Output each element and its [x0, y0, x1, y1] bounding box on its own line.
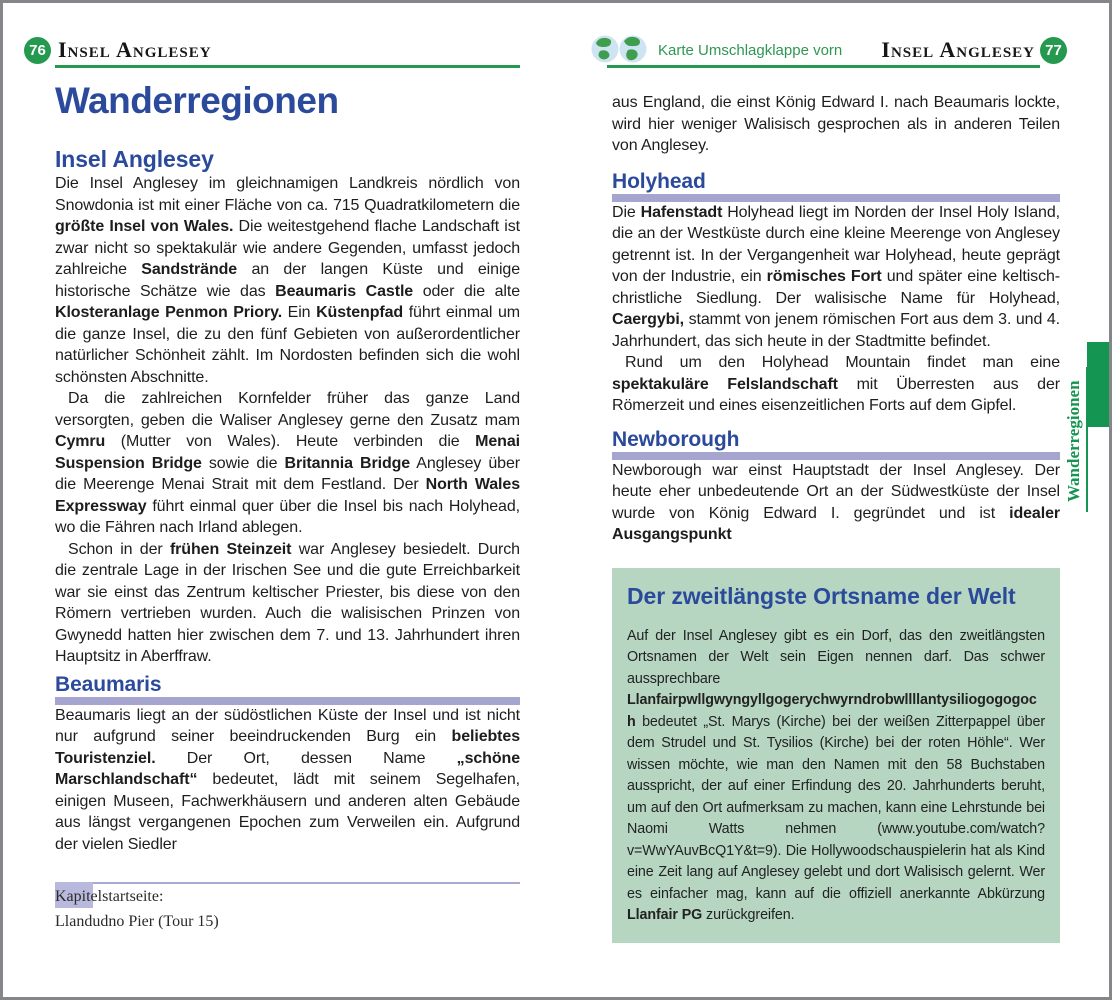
subsection-heading-newborough — [612, 429, 1060, 460]
chapter-side-tab — [1087, 342, 1112, 427]
paragraph: Newborough war einst Hauptstadt der Insel Anglesey. Der heute eher unbedeutende Ort an der Südwestküste der Insel wurde von König Edward I. gegründet und ist idealer Ausgangspunkt — [612, 461, 1060, 543]
page-number-badge-right — [1040, 37, 1067, 64]
right-page-column — [612, 92, 1060, 943]
info-box — [612, 568, 1060, 943]
subsection-heading-holyhead — [612, 171, 1060, 202]
paragraph: Rund um den Holyhead Mountain findet man eine spektakuläre Felslandschaft mit Überresten aus der Römerzeit und eines eisenzeitlichen Forts auf dem Gipfel. — [612, 354, 1060, 414]
paragraph: Die Hafenstadt Holyhead liegt im Norden der Insel Holy Island, die an der Westküste durch eine kleine Meerenge von Anglesey getrennt ist. In der Vergangenheit war Holyhead, heute geprägt von der Industrie, ein römisches Fort und später eine keltisch-christliche Siedlung. Der walisische Name für Holyhead, Caergybi, stammt von jenem römischen Fort aus dem 3. und 4. Jahrhundert, das sich heute in der Stadtmitte befindet. — [612, 203, 1061, 350]
info-box-title: Der zweitlängste Ortsname der Welt — [627, 582, 1016, 609]
footnote-label: Kapitelstartseite: — [55, 888, 164, 905]
paragraph: Schon in der frühen Steinzeit war Anglesey besiedelt. Durch die zentrale Lage in der Irischen See und die gute Erreichbarkeit war sie einst das Zentrum keltischer Priester, bis diese von den Römern vertrieben wurden. Auch die walisischen Prinzen von Gwynedd hatten hier zwischen dem 7. und 13. Jahrhundert ihren Hauptsitz in Aberffraw. — [55, 540, 520, 665]
subsection-title: Beaumaris — [55, 672, 162, 696]
subsection-heading-beaumaris — [55, 674, 520, 705]
paragraph: Die Insel Anglesey im gleichnamigen Landkreis nördlich von Snowdonia ist mit einer Fläche von ca. 715 Quadratkilometern die größte Insel von Wales. Die weitestgehend flache Landschaft ist zwar nicht so spektakulär wie andere Gegenden, umfasst jedoch zahlreiche Sandstrände an der langen Küste und einige historische Schätze wie das Beaumaris Castle oder die alte Klosteranlage Penmon Priory. Ein Küstenpfad führt einmal um die ganze Insel, die zu den fünf Gebieten von außerordentlicher natürlicher Schönheit zählt. Im Nordosten befinden sich die wohl schönsten Abschnitte. — [55, 175, 520, 386]
map-reference-note: Karte Umschlagklappe vorn — [658, 42, 843, 59]
heading-underline-bar — [55, 697, 520, 705]
info-box-body: Auf der Insel Anglesey gibt es ein Dorf, das den zweitlängsten Ortsnamen der Welt sein Eigen nennen darf. Das schwer aussprechbare Llanfairpwllgwyngyllgogerychwyrndrobwllllantysiliogogogoch bedeutet „St. Marys (Kirche) bei der weißen Zitterpappel über dem Strudel und St. Tysilios (Kirche) bei der roten Höhle“. Wer wissen möchte, wie man den Namen mit den 58 Buchstaben ausspricht, der auf einer Erfindung des 20. Jahrhunderts beruht, um auf den Ort aufmerksam zu machen, kann eine Lehrstunde bei Naomi Watts nehmen (www.youtube.com/watch?v=WwYAuvBcQ1Y&t=9). Die Hollywoodschauspielerin hat als Kind eine Zeit lang auf Anglesey gelebt und dort Walisisch gelernt. Wer es einfacher mag, kann auf die offiziell anerkannte Abkürzung Llanfair PG zurückgreifen. — [627, 627, 1045, 923]
heading-underline-bar — [612, 194, 1060, 202]
page-number-right: 77 — [1045, 42, 1062, 59]
subsection-title: Newborough — [612, 427, 740, 451]
page-number-left: 76 — [29, 42, 46, 59]
header-rule-right — [607, 65, 1040, 68]
subsection-title: Holyhead — [612, 169, 706, 193]
paragraph: aus England, die einst König Edward I. nach Beaumaris lockte, wird hier weniger Walisisch gesprochen als in anderen Teilen von Anglesey. — [612, 94, 1060, 154]
chapter-side-tab-label: Wanderregionen — [1064, 367, 1088, 512]
page-number-badge-left — [24, 37, 51, 64]
header-rule-left — [55, 65, 520, 68]
globe-icon — [590, 33, 652, 65]
footnote-value: Llandudno Pier (Tour 15) — [55, 913, 219, 930]
heading-underline-bar — [612, 452, 1060, 460]
chapter-title: Wanderregionen — [55, 80, 339, 121]
section-heading-insel-anglesey: Insel Anglesey — [55, 146, 214, 172]
chapter-footnote — [55, 882, 520, 934]
running-head-right: Insel Anglesey — [881, 37, 1035, 62]
running-head-left: Insel Anglesey — [58, 37, 212, 62]
left-page-column — [55, 82, 520, 855]
paragraph: Da die zahlreichen Kornfelder früher das ganze Land versorgten, geben die Waliser Anglesey gerne den Zusatz mam Cymru (Mutter von Wales). Heute verbinden die Menai Suspension Bridge sowie die Britannia Bridge Anglesey über die Meerenge Menai Strait mit dem Festland. Der North Wales Expressway führt einmal quer über die Insel bis nach Holyhead, wo die Fähren nach Irland ablegen. — [55, 390, 520, 536]
paragraph: Beaumaris liegt an der südöstlichen Küste der Insel und ist nicht nur aufgrund seiner beeindruckenden Burg ein beliebtes Touristenziel. Der Ort, dessen Name „schöne Marschlandschaft“ bedeutet, lädt mit seinem Segelhafen, einigen Museen, Fachwerkhäusern und anderen alten Gebäude aus längst vergangenen Epochen zum Verweilen ein. Aufgrund der vielen Siedler — [55, 706, 520, 853]
